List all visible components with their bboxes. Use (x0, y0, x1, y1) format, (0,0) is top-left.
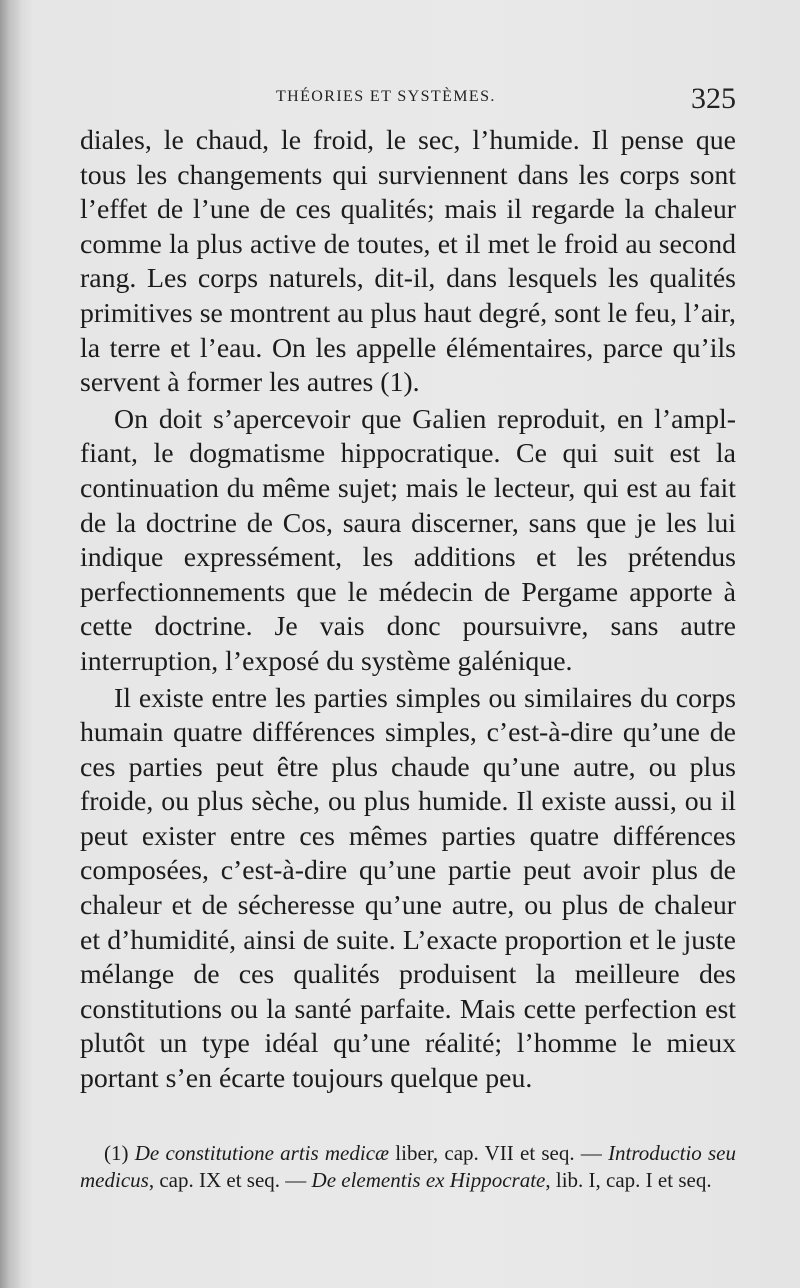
footnote-title-2: Introductio seu medicus (80, 1141, 736, 1192)
page-number: 325 (691, 82, 736, 115)
footnote-title-1: De constitutione artis medicæ (134, 1141, 390, 1165)
main-text (80, 124, 736, 1097)
footnote-text-3: , lib. I, cap. I et seq. (545, 1168, 712, 1192)
paragraph-2: On doit s’apercevoir que Galien reproduit, en l’ampl-fiant, le dogmatisme hippocratique. Ce qui suit est la continuation du même sujet; mais le lecteur, qui est au fait de la doctrine de Cos, saura discerner, sans que je les lui indique expressément, les additions et les prétendus perfectionnements que le médecin de Pergame apporte à cette doctrine. Je vais donc poursuivre, sans autre interruption, l’exposé du système galénique. (80, 403, 736, 677)
footnote-marker: (1) (104, 1141, 129, 1165)
page-header (80, 84, 736, 120)
footnote-text-1: liber, cap. VII et seq. — (389, 1141, 609, 1165)
footnote (80, 1140, 736, 1194)
page-spine-shadow (0, 0, 22, 1288)
running-head: THÉORIES ET SYSTÈMES. (276, 88, 496, 105)
paragraph-1: diales, le chaud, le froid, le sec, l’humide. Il pense que tous les changements qui surviennent dans les corps sont l’effet de l’une de ces qualités; mais il regarde la chaleur comme la plus active de toutes, et il met le froid au second rang. Les corps naturels, dit-il, dans lesquels les qualités primitives se montrent au plus haut degré, sont le feu, l’air, la terre et l’eau. On les appelle élémentaires, parce qu’ils servent à former les autres (1). (80, 125, 736, 399)
footnote-title-3: De elementis ex Hippocrate (311, 1168, 546, 1192)
paragraph-3: Il existe entre les parties simples ou similaires du corps humain quatre différences simples, c’est-à-dire qu’une de ces parties peut être plus chaude qu’une autre, ou plus froide, ou plus sèche, ou plus humide. Il existe aussi, ou il peut exister entre ces mêmes parties quatre différences composées, c’est-à-dire qu’une partie peut avoir plus de chaleur et de sécheresse qu’une autre, ou plus de chaleur et d’humidité, ainsi de suite. L’exacte proportion et le juste mélange de ces qualités produisent la meilleure des constitutions ou la santé parfaite. Mais cette perfection est plutôt un type idéal qu’une réalité; l’homme le mieux portant s’en écarte toujours quelque peu. (80, 682, 736, 1095)
footnote-text-2: , cap. IX et seq. — (148, 1168, 312, 1192)
